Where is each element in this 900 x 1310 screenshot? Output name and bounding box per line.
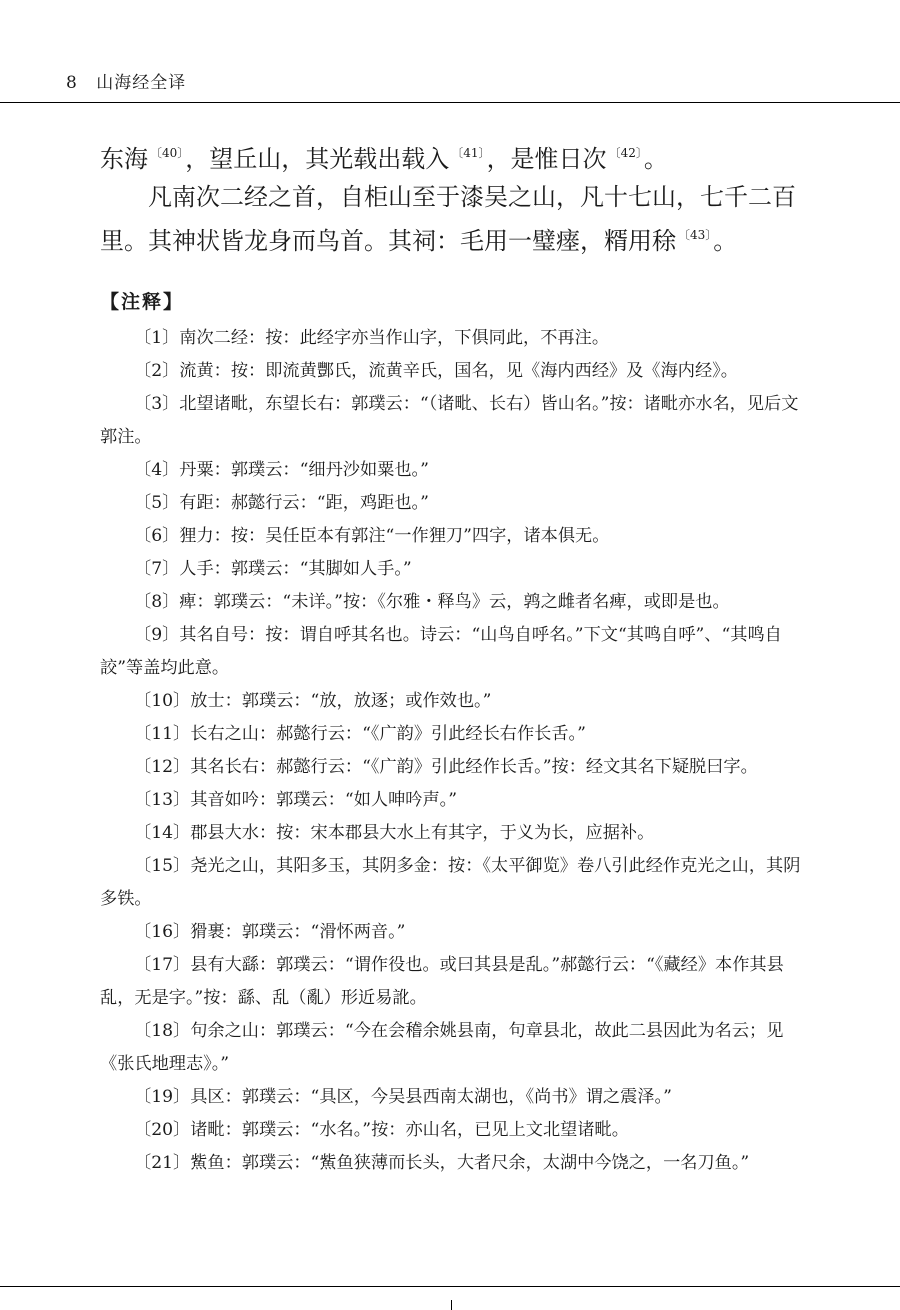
notes-list: [100, 322, 810, 1180]
note-9: 〔9〕其名自号：按：谓自呼其名也。诗云：“山鸟自呼名。”下文“其鸣自呼”、“其鸣自詨”等盖均此意。: [100, 625, 782, 678]
note-2: 〔2〕流黄：按：即流黄酆氏，流黄辛氏，国名，见《海内西经》及《海内经》。: [134, 361, 738, 381]
note-10: 〔10〕放士：郭璞云：“放，放逐；或作效也。”: [134, 691, 492, 711]
header-rule: [0, 102, 900, 103]
note-15: 〔15〕尧光之山，其阳多玉，其阴多金：按：《太平御览》卷八引此经作克光之山，其阴多铁。: [100, 856, 801, 909]
main-paragraph-2: [100, 178, 810, 260]
note-7: 〔7〕人手：郭璞云：“其脚如人手。”: [134, 559, 412, 579]
main-text-segment: 。: [713, 227, 738, 255]
note-18: 〔18〕句余之山：郭璞云：“今在会稽余姚县南，句章县北，故此二县因此为名云；见《张氏地理志》。”: [100, 1021, 784, 1074]
note-5: 〔5〕有距：郝懿行云：“距，鸡距也。”: [134, 493, 429, 513]
note-ref-43: 〔43〕: [678, 228, 712, 242]
note-6: 〔6〕狸力：按：吴任臣本有郭注“一作狸刀”四字，诸本俱无。: [134, 526, 610, 546]
note-13: 〔13〕其音如吟：郭璞云：“如人呻吟声。”: [134, 790, 458, 810]
page-number: 8: [66, 73, 78, 93]
note-ref-41: 〔41〕: [451, 146, 485, 160]
notes-heading: 【注释】: [100, 291, 185, 313]
main-text-segment: ，是惟日次: [486, 145, 607, 173]
footer-rule: [0, 1286, 900, 1287]
note-21: 〔21〕鮆鱼：郭璞云：“鮆鱼狭薄而长头，大者尺余，太湖中今饶之，一名刀鱼。”: [134, 1153, 750, 1173]
note-20: 〔20〕诸毗：郭璞云：“水名。”按：亦山名，已见上文北望诸毗。: [134, 1120, 629, 1140]
main-text-segment: 。: [643, 145, 668, 173]
note-1: 〔1〕南次二经：按：此经字亦当作山字，下俱同此，不再注。: [134, 328, 610, 348]
note-ref-40: 〔40〕: [150, 146, 184, 160]
main-text-segment: ，望丘山，其光载出载入: [185, 145, 450, 173]
note-ref-42: 〔42〕: [608, 146, 642, 160]
main-paragraph-1: [100, 134, 810, 178]
note-19: 〔19〕具区：郭璞云：“具区，今吴县西南太湖也，《尚书》谓之震泽。”: [134, 1087, 672, 1107]
gutter-tick-mark: [451, 1300, 452, 1310]
note-17: 〔17〕县有大繇：郭璞云：“谓作役也。或曰其县是乱。”郝懿行云：“《藏经》本作其县乱，无是字。”按：繇、乱（亂）形近易訛。: [100, 955, 784, 1008]
note-11: 〔11〕长右之山：郝懿行云：“《广韵》引此经长右作长舌。”: [134, 724, 586, 744]
note-12: 〔12〕其名长右：郝懿行云：“《广韵》引此经作长舌。”按：经文其名下疑脱曰字。: [134, 757, 758, 777]
main-text-segment: 东海: [100, 145, 148, 173]
running-header: [66, 68, 186, 93]
book-title: 山海经全译: [96, 73, 187, 93]
note-8: 〔8〕痺：郭璞云：“未详。”按：《尔雅・释鸟》云，鹑之雌者名痺，或即是也。: [134, 592, 730, 612]
note-3: 〔3〕北望诸毗，东望长右：郭璞云：“（诸毗、长右）皆山名。”按：诸毗亦水名，见后文郭注。: [100, 394, 799, 447]
main-text-segment: 凡南次二经之首，自柜山至于漆吴之山，凡十七山，七千二百里。其神状皆龙身而鸟首。其祠：毛用一璧瘗，糈用稌: [100, 183, 796, 255]
note-16: 〔16〕猾裹：郭璞云：“滑怀两音。”: [134, 922, 406, 942]
note-14: 〔14〕郡县大水：按：宋本郡县大水上有其字，于义为长，应据补。: [134, 823, 655, 843]
main-text: [100, 134, 810, 260]
note-4: 〔4〕丹粟：郭璞云：“细丹沙如粟也。”: [134, 460, 429, 480]
